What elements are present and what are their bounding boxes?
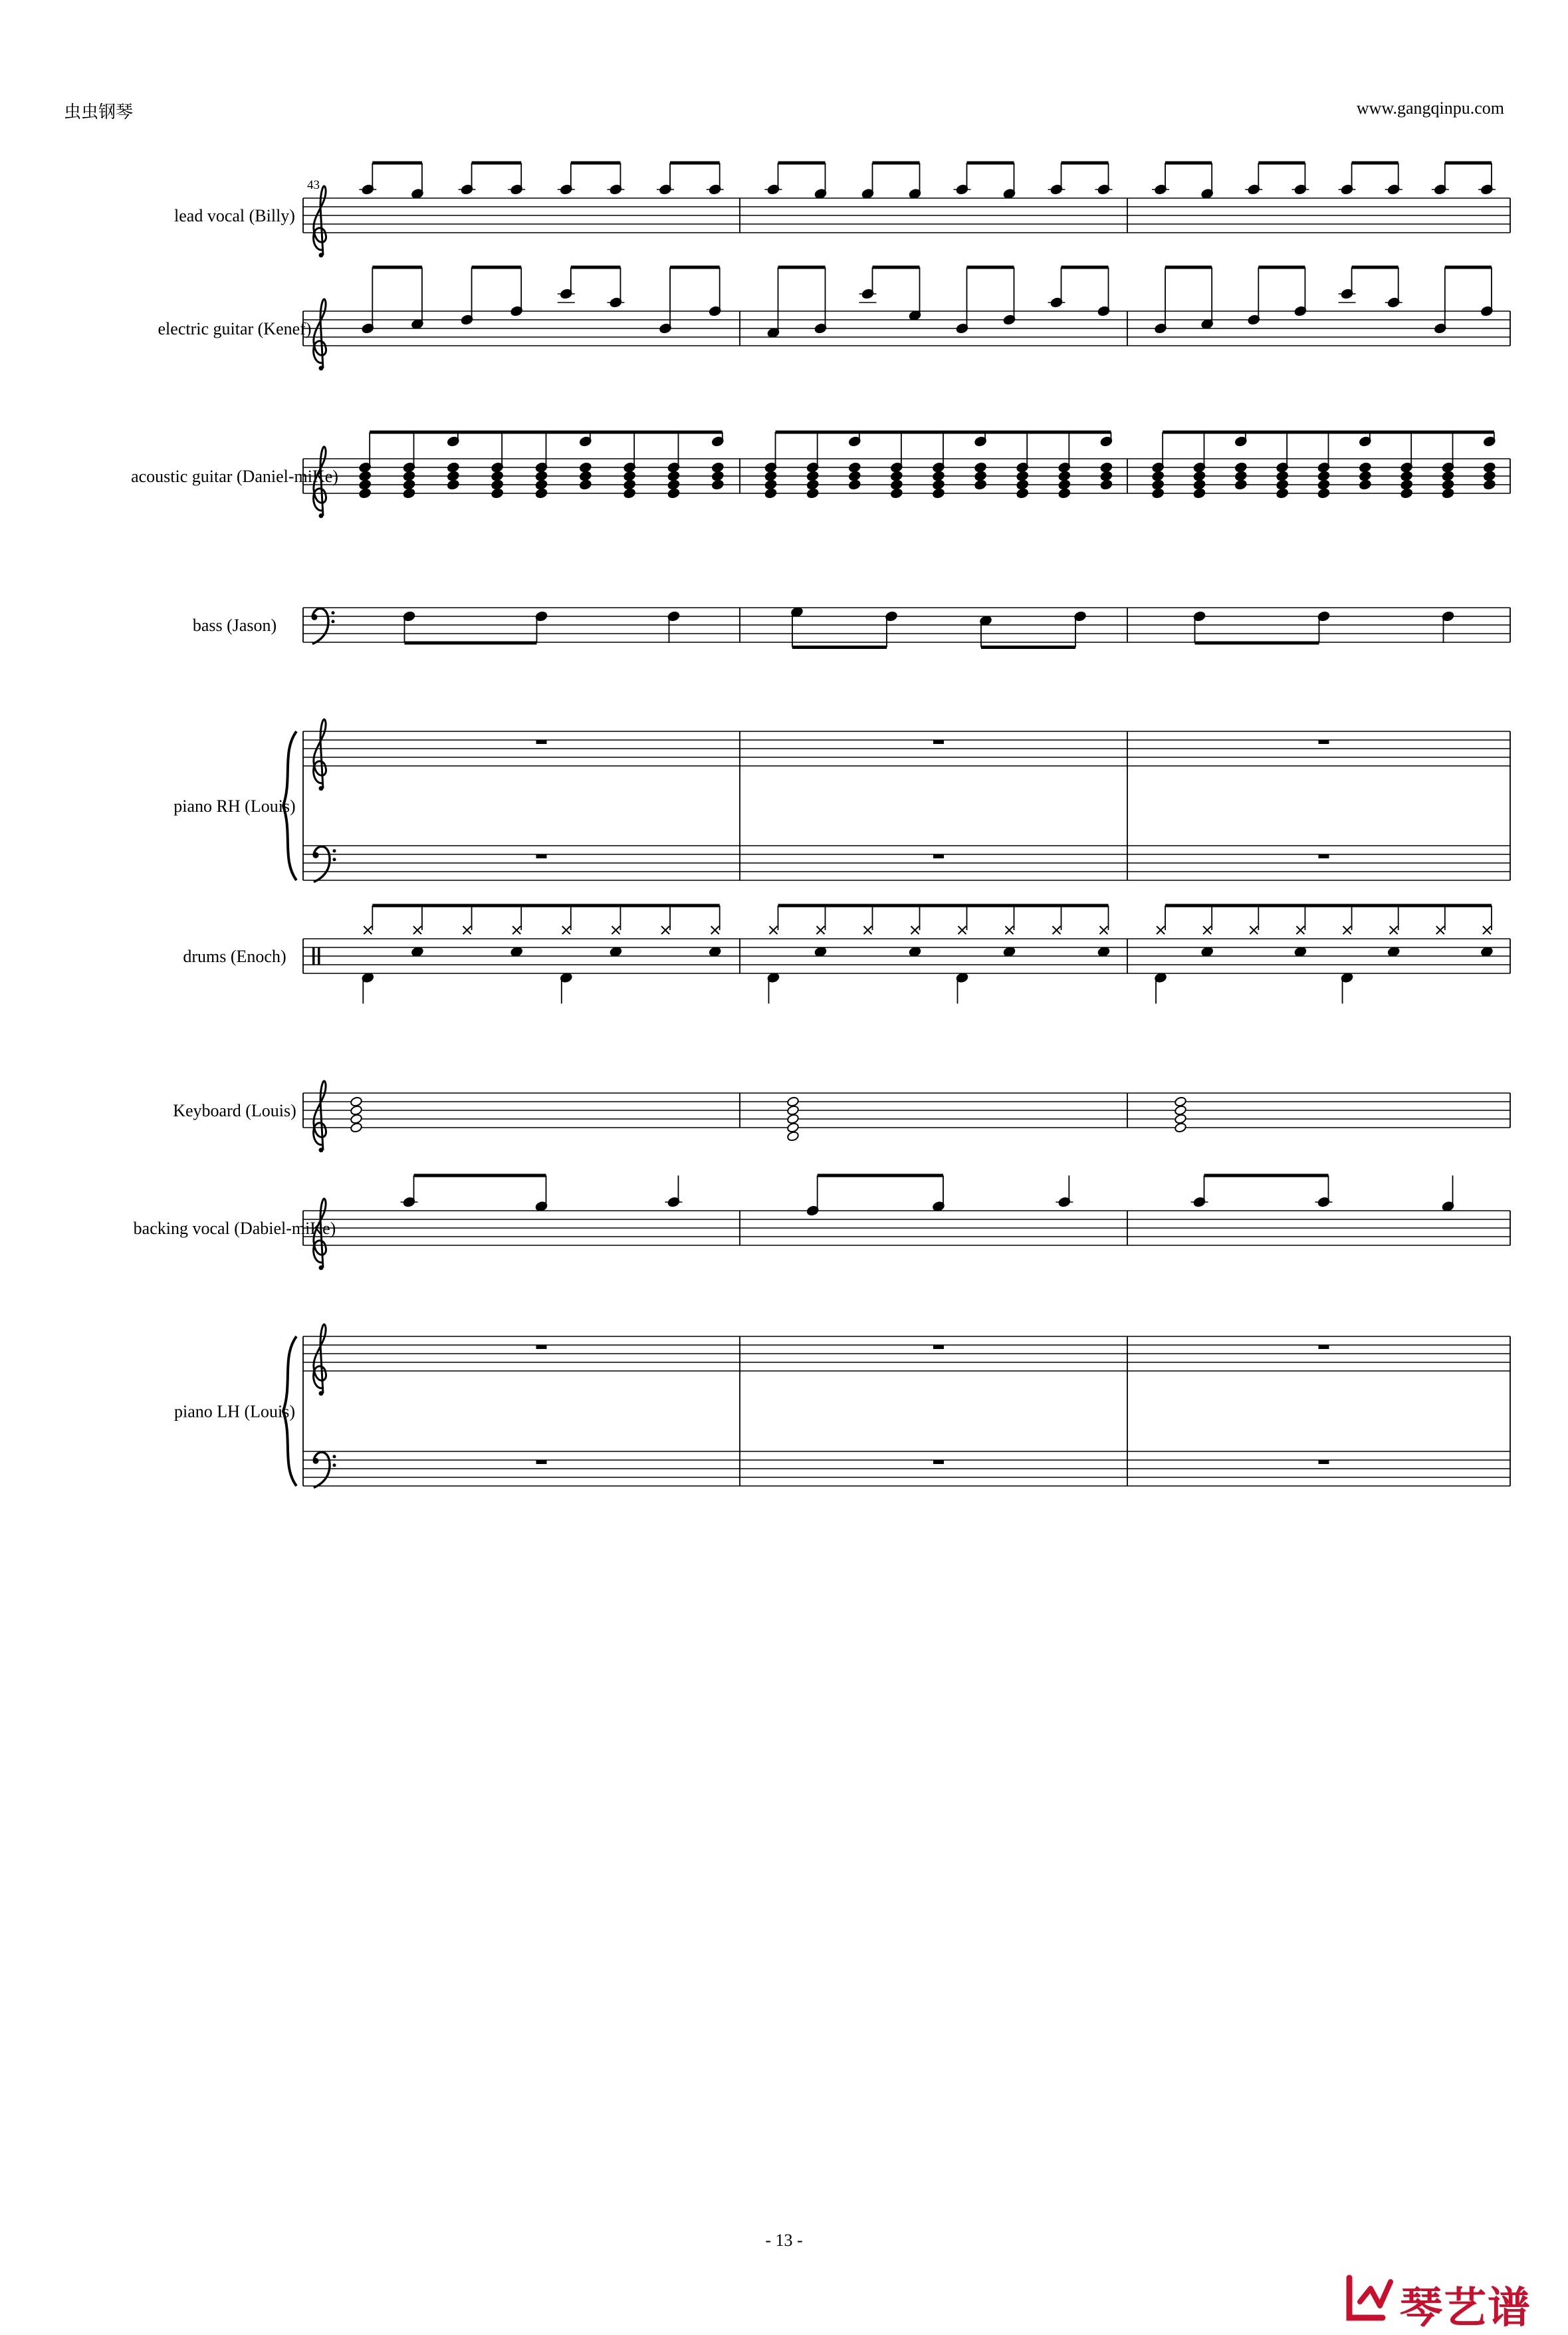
chord-note-head — [1400, 479, 1413, 490]
chord-note-head — [1193, 471, 1206, 481]
site-url-header[interactable]: www.gangqinpu.com — [1356, 98, 1504, 118]
chord-note-head — [1016, 488, 1029, 499]
chord-note-head — [491, 479, 504, 490]
chord-note-head — [667, 479, 680, 490]
chord-note-head — [1442, 479, 1454, 490]
whole-rest-icon — [1319, 740, 1329, 744]
chord-note-head — [1276, 471, 1289, 481]
staff-pianolh-upper — [303, 1336, 1510, 1371]
chord-note-head — [1152, 479, 1165, 490]
chord — [667, 462, 680, 499]
chord-note-head — [579, 479, 592, 490]
chord — [932, 462, 945, 499]
chord-note-head — [1483, 462, 1496, 473]
chord — [1152, 462, 1165, 499]
treble-clef-dot — [319, 786, 324, 791]
chord-note-head — [1174, 1096, 1186, 1107]
drum-cross-note — [770, 926, 778, 934]
chord-note-head — [667, 471, 680, 481]
drum-cross-note — [1006, 926, 1014, 934]
treble-clef-dot — [319, 1391, 324, 1396]
chord — [806, 462, 819, 499]
chord-note-head — [932, 479, 945, 490]
chord-note-head — [786, 1114, 799, 1124]
chord — [579, 436, 592, 490]
chord-group — [1152, 432, 1496, 499]
note-group — [1155, 267, 1494, 334]
staff-backing — [303, 1211, 1510, 1245]
chord — [1359, 436, 1371, 490]
chord — [711, 436, 724, 490]
drum-cross-note — [562, 926, 570, 934]
chord-note-head — [1276, 488, 1289, 499]
chord-note-head — [535, 479, 548, 490]
chord-note-head — [1317, 479, 1330, 490]
whole-rest-icon — [1319, 854, 1329, 858]
chord-note-head — [806, 479, 819, 490]
staff-lead — [303, 198, 1510, 233]
note-group — [403, 611, 680, 643]
chord-note-head — [447, 471, 459, 481]
bass-clef-dot — [333, 849, 336, 852]
chord — [1276, 462, 1289, 499]
measure-number: 43 — [307, 178, 320, 192]
chord-note-head — [974, 462, 987, 473]
treble-clef-stroke — [314, 719, 326, 789]
bass-clef-head — [312, 614, 318, 620]
chord-note-head — [848, 462, 861, 473]
chord-note-head — [711, 471, 724, 481]
chord-note-head — [403, 479, 415, 490]
bass-clef-icon — [312, 608, 335, 644]
drum-cross-note — [661, 926, 669, 934]
drum-cross-note — [1296, 926, 1304, 934]
chord-note-head — [359, 488, 372, 499]
chord-note-head — [764, 471, 777, 481]
drum-group — [767, 906, 1110, 1004]
drum-cross-note — [512, 926, 520, 934]
bass-clef-stroke — [314, 1452, 330, 1487]
chord-note-head — [1152, 488, 1165, 499]
chord-note-head — [535, 488, 548, 499]
bass-clef-dot — [333, 858, 336, 861]
chord — [1174, 1096, 1186, 1133]
chord-note-head — [1058, 488, 1071, 499]
chord-note-head — [806, 471, 819, 481]
chord-note-head — [1174, 1105, 1186, 1116]
drum-group — [362, 906, 721, 1004]
bass-clef-dot — [333, 1463, 336, 1467]
chord-note-head — [1100, 479, 1113, 490]
chord-note-head — [1442, 488, 1454, 499]
chord-note-head — [1400, 471, 1413, 481]
treble-clef-dot — [319, 1148, 324, 1152]
note-group — [362, 267, 721, 334]
chord-note-head — [1483, 471, 1496, 481]
chord-note-head — [806, 488, 819, 499]
treble-clef-icon — [314, 719, 326, 791]
bass-clef-icon — [313, 846, 336, 882]
whole-rest-icon — [1319, 1460, 1329, 1464]
bass-clef-dot — [332, 611, 335, 614]
whole-rest-icon — [536, 1460, 547, 1464]
staff-pianolh-lower — [303, 1451, 1510, 1486]
chord-note-head — [890, 488, 903, 499]
note-group — [1193, 611, 1454, 643]
chord-note-head — [1317, 488, 1330, 499]
note-group — [806, 1175, 1073, 1216]
whole-rest-icon — [536, 854, 547, 858]
perc-clef-bar — [312, 947, 315, 965]
chord-note-head — [359, 471, 372, 481]
chord-note-head — [1058, 479, 1071, 490]
note-group — [790, 606, 1086, 647]
treble-clef-dot — [319, 513, 324, 518]
note-group — [1191, 1175, 1455, 1212]
chord-note-head — [786, 1105, 799, 1116]
drum-cross-note — [1483, 926, 1491, 934]
note-group — [1152, 163, 1496, 199]
chord-note-head — [623, 488, 636, 499]
chord-note-head — [1174, 1114, 1186, 1124]
instrument-label: lead vocal (Billy) — [174, 206, 295, 225]
whole-rest-icon — [1319, 1345, 1329, 1349]
treble-clef-stroke — [314, 186, 326, 255]
chord-note-head — [974, 479, 987, 490]
treble-clef-dot — [319, 253, 324, 257]
chord-note-head — [350, 1096, 362, 1107]
instrument-label: piano LH (Louis) — [174, 1402, 295, 1421]
chord — [974, 436, 987, 490]
bass-clef-stroke — [314, 846, 330, 882]
chord — [1058, 462, 1071, 499]
whole-rest-icon — [933, 1345, 944, 1349]
chord — [1400, 462, 1413, 499]
chord — [447, 436, 459, 490]
instrument-label: backing vocal (Dabiel-miKe) — [133, 1219, 336, 1238]
chord-note-head — [1016, 479, 1029, 490]
drum-cross-note — [1100, 926, 1108, 934]
drum-cross-note — [817, 926, 825, 934]
drum-cross-note — [1157, 926, 1165, 934]
staff-bass — [303, 608, 1510, 642]
treble-clef-stroke — [314, 299, 326, 368]
drum-group — [1155, 906, 1494, 1004]
chord — [1193, 462, 1206, 499]
chord-note-head — [350, 1105, 362, 1116]
chord-group — [359, 432, 725, 499]
treble-clef-icon — [314, 1324, 326, 1396]
drum-cross-note — [958, 926, 966, 934]
instrument-label: acoustic guitar (Daniel-miKe) — [131, 467, 338, 486]
treble-clef-stroke — [314, 1081, 326, 1150]
drum-cross-note — [612, 926, 619, 934]
chord-note-head — [974, 471, 987, 481]
treble-clef-icon — [314, 186, 326, 257]
instrument-label: drums (Enoch) — [183, 947, 286, 966]
drum-cross-note — [1053, 926, 1061, 934]
chord — [1317, 462, 1330, 499]
perc-clef-bar — [318, 947, 320, 965]
whole-rest-icon — [933, 854, 944, 858]
drum-cross-note — [864, 926, 872, 934]
chord — [764, 462, 777, 499]
staff-pianorh-upper — [303, 731, 1510, 766]
chord-note-head — [1317, 471, 1330, 481]
chord-note-head — [1152, 471, 1165, 481]
chord-note-head — [1234, 462, 1247, 473]
drum-cross-note — [413, 926, 421, 934]
bass-clef-icon — [313, 1452, 336, 1487]
whole-rest-icon — [933, 1460, 944, 1464]
chord-note-head — [1193, 488, 1206, 499]
chord — [890, 462, 903, 499]
chord-note-head — [848, 471, 861, 481]
site-name-header: 虫虫钢琴 — [64, 102, 134, 122]
instrument-label: electric guitar (Kenef) — [158, 319, 312, 338]
note-group — [767, 267, 1110, 338]
chord-note-head — [711, 479, 724, 490]
chord-note-head — [1359, 471, 1371, 481]
bass-clef-dot — [333, 1455, 336, 1458]
chord-note-head — [1276, 479, 1289, 490]
music-note-logo-icon — [1344, 2273, 1396, 2323]
chord-note-head — [1016, 471, 1029, 481]
chord — [786, 1096, 799, 1142]
chord — [350, 1096, 362, 1133]
chord-note-head — [1100, 471, 1113, 481]
chord — [491, 462, 504, 499]
staff-eguitar — [303, 311, 1510, 346]
chord — [359, 462, 372, 499]
chord-note-head — [1174, 1122, 1186, 1133]
chord-note-head — [447, 479, 459, 490]
chord-note-head — [1193, 479, 1206, 490]
chord — [1483, 436, 1496, 490]
chord-note-head — [1359, 462, 1371, 473]
drum-cross-note — [1250, 926, 1258, 934]
chord-note-head — [711, 462, 724, 473]
chord — [623, 462, 636, 499]
chord-note-head — [786, 1131, 799, 1142]
whole-rest-icon — [933, 740, 944, 744]
chord-note-head — [890, 471, 903, 481]
chord-note-head — [1100, 462, 1113, 473]
treble-clef-dot — [319, 366, 324, 370]
chord-note-head — [579, 471, 592, 481]
chord — [535, 462, 548, 499]
drum-cross-note — [711, 926, 719, 934]
chord-note-head — [359, 479, 372, 490]
treble-clef-stroke — [314, 1324, 326, 1394]
bass-clef-dot — [332, 620, 335, 623]
chord-note-head — [1483, 479, 1496, 490]
chord-note-head — [1234, 479, 1247, 490]
chord-note-head — [764, 488, 777, 499]
note-group — [359, 163, 723, 199]
chord-note-head — [786, 1096, 799, 1107]
chord — [848, 436, 861, 490]
bass-clef-stroke — [312, 608, 328, 644]
chord — [1442, 462, 1454, 499]
note-group — [765, 163, 1113, 199]
chord-note-head — [786, 1122, 799, 1133]
treble-clef-icon — [314, 299, 326, 370]
chord — [1016, 462, 1029, 499]
page-number: - 13 - — [765, 2231, 803, 2250]
chord-note-head — [579, 462, 592, 473]
chord-note-head — [623, 479, 636, 490]
chord-note-head — [932, 471, 945, 481]
staff-drums — [303, 939, 1510, 973]
chord-note-head — [403, 471, 415, 481]
logo-text: 琴艺谱 — [1400, 2284, 1531, 2333]
chord-note-head — [1442, 471, 1454, 481]
drum-cross-note — [463, 926, 471, 934]
chord-note-head — [932, 488, 945, 499]
drum-cross-note — [911, 926, 919, 934]
chord-note-head — [1058, 471, 1071, 481]
chord-note-head — [447, 462, 459, 473]
whole-rest-icon — [536, 1345, 547, 1349]
treble-clef-dot — [319, 1265, 324, 1270]
chord-note-head — [535, 471, 548, 481]
instrument-label: bass (Jason) — [192, 616, 277, 635]
chord-group — [764, 432, 1113, 499]
chord-note-head — [667, 488, 680, 499]
chord-note-head — [890, 479, 903, 490]
chord-note-head — [350, 1114, 362, 1124]
chord-note-head — [403, 488, 415, 499]
instrument-label: Keyboard (Louis) — [173, 1101, 296, 1120]
chord-note-head — [1400, 488, 1413, 499]
drum-cross-note — [1343, 926, 1351, 934]
drum-cross-note — [364, 926, 372, 934]
chord-note-head — [1234, 471, 1247, 481]
chord-note-head — [491, 488, 504, 499]
drum-cross-note — [1203, 926, 1211, 934]
treble-clef-icon — [314, 1081, 326, 1152]
staff-keyboard — [303, 1093, 1510, 1128]
chord — [403, 462, 415, 499]
drum-cross-note — [1390, 926, 1398, 934]
whole-rest-icon — [536, 740, 547, 744]
chord-note-head — [623, 471, 636, 481]
drum-cross-note — [1436, 926, 1444, 934]
chord-note-head — [764, 479, 777, 490]
chord — [1100, 436, 1113, 490]
instrument-label: piano RH (Louis) — [173, 797, 296, 816]
chord-note-head — [350, 1122, 362, 1133]
chord-note-head — [491, 471, 504, 481]
chord-note-head — [1359, 479, 1371, 490]
chord — [1234, 436, 1247, 490]
staff-pianorh-lower — [303, 846, 1510, 880]
note-group — [401, 1175, 683, 1212]
bass-clef-head — [313, 1458, 319, 1464]
site-logo[interactable] — [1344, 2269, 1543, 2333]
bass-clef-head — [313, 852, 319, 858]
chord-note-head — [848, 479, 861, 490]
